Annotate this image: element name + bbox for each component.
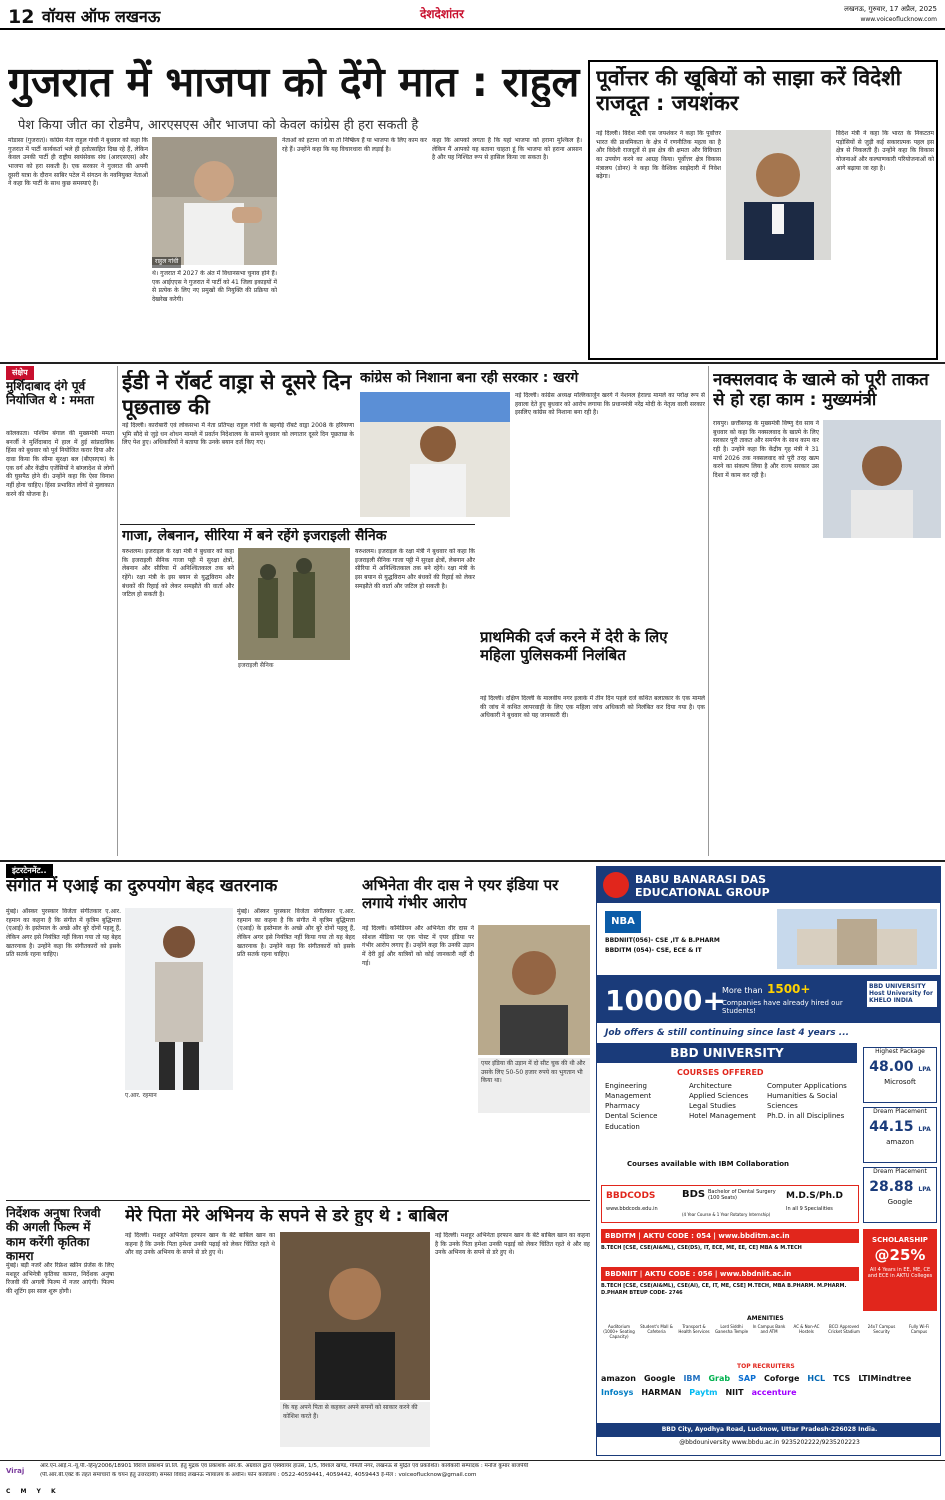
package-3-company: Google: [887, 1197, 913, 1206]
niit-bar: BBDNIIT | AKTU CODE : 056 | www.bbdniit.ac.in: [601, 1267, 859, 1281]
ent-s1-body: मुंबई। ऑस्कर पुरस्कार विजेता संगीतकार ए.आर. रहमान का कहना है कि संगीत में कृत्रिम बुद्धिमत्ता (एआई) के इस्तेमाल के अच्छे और बुरे दोनों पहलू हैं, लेकिन अगर इसे नियंत्रित नहीं किया गया तो यह बेहद खतरनाक है। उन्होंने कहा कि संगीतकारों को इसके प्रति सतर्क रहना चाहिए।: [6, 908, 121, 959]
recruiter-logo: Coforge: [763, 1374, 800, 1383]
gaza-body: यरुशलम। इजराइल के रक्षा मंत्री ने बुधवार को कहा कि इजराइली सैनिक गाजा पट्टी में सुरक्षा क्षेत्रों, लेबनान और सीरिया में अनिश्चितकाल तक बने रहेंगे। रक्षा मंत्री के इस बयान से युद्धविराम और बंधकों की रिहाई को लेकर समझौते की वार्ता और जटिल हो सकती है।: [122, 548, 234, 599]
hiring-number: 10000+: [605, 984, 726, 1017]
courses-col1: [605, 1081, 685, 1132]
amenity-item: Transport & Health Services: [678, 1324, 710, 1334]
lead-headline: गुजरात में भाजपा को देंगे मात : राहुल: [8, 58, 580, 106]
website: www.voiceoflucknow.com: [860, 16, 937, 23]
nba-line2: BBDITM (054)- CSE, ECE & IT: [605, 947, 702, 954]
mds-title: M.D.S/Ph.D: [786, 1191, 843, 1201]
package-1: [863, 1047, 937, 1103]
more-than: More than: [722, 986, 763, 995]
nba-line1: BBDNIIT(056)- CSE ,IT & B.PHARM: [605, 937, 720, 944]
course-item: Humanities & Social Sciences: [767, 1092, 838, 1111]
package-2-label: Dream Placement: [873, 1108, 927, 1115]
footer-line1: आर.एन.आई.नं.-यू.पी.-हिन्/2006/18901 विराज प्रकाशन प्रा.लि. हेतु मुद्रक एवं प्रकाशक आर.के. अग्रवाल द्वारा एस्क्वायर हाउस, 1/5, विशाल खण्ड, गोमती नगर, लखनऊ से मुद्रित एवं प्रकाशित। कार्यकारी सम्पादक : मनोज कुमार बाजपेयी: [40, 1463, 529, 1469]
divider-ent: [6, 1200, 590, 1201]
ent-s2-caption: एयर इंडिया की उड़ान में दो सीट चुक की थी और उसके लिए 50-50 हजार रुपये का भुगतान भी किया था।: [478, 1058, 590, 1113]
ent-s4-body: नई दिल्ली। मशहूर अभिनेता इरफान खान के बेटे बाबिल खान का कहना है कि उनके पिता हमेशा उनकी पढ़ाई को लेकर चिंतित रहते थे और वह उनके अभिनय के सपने से डरे हुए थे।: [125, 1232, 275, 1257]
gaza-photo-label: इजराइली सैनिक: [238, 662, 274, 669]
fir-body: नई दिल्ली। दक्षिण दिल्ली के मालवीय नगर इलाके में तीन दिन पहले दर्ज कथित बलात्कार के एक मामले की जांच में कथित लापरवाही के लिए एक महिला जांच अधिकारी को निलंबित कर दिया गया है। एक अधिकारी ने बुधवार को यह जानकारी दी।: [480, 695, 705, 720]
ad-group-name: BABU BANARASI DAS EDUCATIONAL GROUP: [635, 873, 770, 900]
scholarship-box: [863, 1229, 937, 1311]
ent-s4-caption: कि यह अपने पिता से कहकर अपने सपनों को साकार करने की कोशिश करते हैं।: [280, 1402, 430, 1447]
hiring-banner: [597, 975, 941, 1023]
naxal-headline: नक्सलवाद के खात्मे को पूरी ताकत से हो रहा काम : मुख्यमंत्री: [713, 370, 929, 411]
amenity-item: Lord Siddhi Ganesha Temple: [714, 1324, 749, 1334]
footer-logo: Viraj: [6, 1467, 25, 1475]
course-item: Pharmacy: [605, 1102, 640, 1111]
bbd-advertisement[interactable]: [596, 866, 941, 1456]
course-item: Engineering: [605, 1082, 647, 1090]
ent-s1-headline: संगीत में एआई का दुरुपयोग बेहद खतरनाक: [6, 876, 278, 896]
university-badge: BBD UNIVERSITY Host University for KHELO INDIA: [867, 981, 937, 1007]
sidebar-body: कोलकाता। पश्चिम बंगाल की मुख्यमंत्री ममता बनर्जी ने मुर्शिदाबाद में हाल में हुई सांप्रदायिक हिंसा को बुधवार को पूर्व नियोजित करार दिया और दावा किया कि सीमा सुरक्षा बल (बीएसएफ) के एक वर्ग और केंद्रीय एजेंसियों ने बांग्लादेश से लोगों की घुसपैठ होने दी। उन्होंने कहा कि ऐसा विनाश नहीं होना चाहिए। हिंसा प्रभावित लोगों से मुलाकात करने की योजना है।: [6, 430, 114, 498]
footer-line2: (पी.आर.बी.एक्ट के तहत समाचारों के चयन हेतु उत्तरदायी) समस्त विवाद लखनऊ न्यायालय के अधीन। फोन कार्यालय : 0522-4059441, 4059442, 4059443 ई-मेल : voiceoflucknow@gmail.com: [40, 1472, 477, 1478]
amenity-item: BCCI Approved Cricket Stadium: [828, 1324, 860, 1334]
course-item: Legal Studies: [689, 1102, 736, 1111]
recruiter-logo: accenture: [751, 1387, 797, 1397]
scholarship-note: All 4 Years in EE, ME, CE and ECE in AKTU Colleges: [867, 1266, 933, 1279]
ent-s2-headline: अभिनेता वीर दास ने एयर इंडिया पर लगाये गंभीर आरोप: [362, 876, 559, 912]
masthead: [0, 0, 945, 30]
ent-s1-body-2: मुंबई। ऑस्कर पुरस्कार विजेता संगीतकार ए.आर. रहमान का कहना है कि संगीत में कृत्रिम बुद्धिमत्ता (एआई) के इस्तेमाल के अच्छे और बुरे दोनों पहलू हैं, लेकिन अगर इसे नियंत्रित नहीं किया गया तो यह बेहद खतरनाक है। उन्होंने कहा कि संगीतकारों को इसके प्रति सतर्क रहना चाहिए।: [237, 908, 355, 959]
lead-col2: थे। गुजरात में 2027 के अंत में विधानसभा चुनाव होने हैं। एक आईएएस ने गुजरात में पार्टी को 41 जिला इकाइयों में से प्रत्येक के लिए नए प्रमुखों की नियुक्ति की प्रक्रिया को देखरेख करेगी।: [152, 270, 277, 304]
companies-number: 1500+: [767, 982, 811, 996]
entertainment-label: इंटरटेनमेंट..: [6, 864, 53, 878]
kharge-body: नई दिल्ली। कांग्रेस अध्यक्ष मल्लिकार्जुन खरगे ने नेशनल हेराल्ड मामले का परोक्ष रूप से हवाला देते हुए बुधवार को आरोप लगाया कि प्रधानमंत्री नरेंद्र मोदी के नेतृत्व वाली सरकार इसलिए कांग्रेस को निशाना बना रही है।: [515, 392, 705, 417]
courses-col3: [767, 1081, 855, 1122]
lead-col1: मोडासा (गुजरात)। कांग्रेस नेता राहुल गांधी ने बुधवार को कहा कि गुजरात में पार्टी कार्यकर्ता भले ही हतोत्साहित दिख रहे हैं, लेकिन केवल उनकी पार्टी ही राष्ट्रीय स्वयंसेवक संघ (आरएसएस) और भाजपा को हरा सकती है। एक सरकार ने गुजरात की अपनी दूसरी यात्रा के दौरान साबिर पटेल में संगठन के नवनियुक्त नेताओं ने कहा कि पार्टी के साथ कुछ समस्याएं हैं।: [8, 137, 148, 188]
divider-gaza: [120, 524, 475, 525]
amenity-item: 24x7 Campus Security: [867, 1324, 896, 1334]
col-divider-left: [117, 366, 118, 856]
jaishankar-box: [588, 60, 938, 360]
campus-photo: [777, 909, 937, 969]
package-1-label: Highest Package: [875, 1048, 925, 1055]
recruiter-logo: Grab: [708, 1374, 731, 1383]
sidebar-label: संक्षेप: [6, 366, 34, 380]
itm-courses: B.TECH [CSE, CSE(AI&ML), CSE(DS), IT, ECE, ME, EE, CE] MBA & M.TECH: [601, 1245, 802, 1251]
amenity-item: Student's Mall & Cafeteria: [640, 1324, 673, 1334]
gaza-body-2: यरुशलम। इजराइल के रक्षा मंत्री ने बुधवार को कहा कि इजराइली सैनिक गाजा पट्टी में सुरक्षा क्षेत्रों, लेबनान और सीरिया में अनिश्चितकाल तक बने रहेंगे। रक्षा मंत्री के इस बयान से युद्धविराम और बंधकों की रिहाई को लेकर समझौते की वार्ता और जटिल हो सकती है।: [355, 548, 475, 590]
divider-2: [0, 860, 945, 862]
recruiter-logo: HARMAN: [641, 1387, 682, 1397]
lead-photo-label: राहुल गांधी: [152, 257, 181, 268]
ent-s2-photo: [478, 925, 590, 1055]
gaza-photo: [238, 548, 350, 660]
fir-headline: प्राथमिकी दर्ज करने में देरी के लिए महिला पुलिसकर्मी निलंबित: [480, 628, 668, 664]
ad-tagline: Job offers & still continuing since last 4 years ...: [605, 1028, 850, 1038]
amenities-title: AMENITIES: [747, 1315, 784, 1322]
package-1-company: Microsoft: [884, 1077, 916, 1086]
ent-s3-body: मुंबई। बड़ी नजरें और रिफ्रेश स्क्रीन प्रेजेंस के लिए मशहूर अभिनेत्री कृतिका कामरा, निर्देशक अनुषा रिजवी की अगली फिल्म में नजर आएंगी। फिल्म की शूटिंग इस साल शुरू होगी।: [6, 1262, 114, 1296]
ent-s4-headline: मेरे पिता मेरे अभिनय के सपने से डरे हुए थे : बाबिल: [125, 1206, 449, 1226]
package-2-company: amazon: [886, 1137, 914, 1146]
bbdcods-web: www.bbdcods.edu.in: [606, 1206, 658, 1212]
ent-s3-headline: निर्देशक अनुषा रिजवी की अगली फिल्म में काम करेंगी कृतिका कामरा: [6, 1206, 101, 1264]
amenity-item: Fully Wi-Fi Campus: [908, 1324, 930, 1334]
bbdcods-row: [601, 1185, 859, 1223]
cmyk-registration: C M Y K: [6, 1488, 60, 1495]
recruiters-title: TOP RECRUITERS: [737, 1363, 795, 1370]
dateline: लखनऊ, गुरुवार, 17 अप्रैल, 2025: [844, 5, 937, 13]
jaishankar-body2: विदेश मंत्री ने कहा कि भारत के निकटतम पड़ोसियों से जुड़ी कई सकारात्मक पहल इस क्षेत्र से निकलती हैं। उन्होंने कहा कि विकास योजनाओं और कल्याणकारी परियोजनाओं को आगे बढ़ाया जा रहा है।: [836, 130, 934, 172]
divider-1: [0, 362, 945, 364]
ad-address: BBD City, Ayodhya Road, Lucknow, Uttar Pradesh-226028 India.: [597, 1423, 941, 1437]
jaishankar-body: नई दिल्ली। विदेश मंत्री एस जयशंकर ने कहा कि पूर्वोत्तर भारत की प्राथमिकता के क्षेत्र में रणनीतिक महत्व का है और विदेशी राजदूतों से इस क्षेत्र की क्षमता और विविधता का उपयोग करने का आग्रह किया। पूर्वोत्तर क्षेत्र विकास मंत्रालय (डोनर) ने कहा कि वैश्विक साझेदारी में निवेश बढ़ेगा।: [596, 130, 721, 181]
recruiter-logo: TCS: [833, 1374, 851, 1383]
recruiter-logo: HCL: [807, 1374, 826, 1383]
divider-footer: [0, 1460, 945, 1461]
recruiter-logo: NIIT: [725, 1387, 744, 1397]
recruiter-logo: Infosys: [601, 1387, 634, 1397]
ad-header: [597, 867, 941, 903]
package-2-value: 44.15 LPA: [869, 1118, 931, 1135]
ent-s1-photo-label: ए.आर. रहमान: [125, 1092, 157, 1099]
package-1-value: 48.00 LPA: [869, 1058, 931, 1075]
package-3-label: Dream Placement: [873, 1168, 927, 1175]
col-divider-right: [708, 366, 709, 856]
jaishankar-headline: पूर्वोत्तर की खूबियों को साझा करें विदेशी राजदूत : जयशंकर: [596, 66, 902, 116]
sidebar-headline: मुर्शिदाबाद दंगे पूर्व नियोजित थे : ममता: [6, 379, 94, 408]
amenity-item: Auditorium (1000+ Seating Capacity): [603, 1324, 635, 1339]
recruiter-logo: amazon: [601, 1374, 636, 1383]
ent-s4-photo: [280, 1232, 430, 1400]
recruiter-logo: Paytm: [689, 1387, 718, 1397]
ed-body: नई दिल्ली। कारोबारी एवं लोकसभा में नेता प्रतिपक्ष राहुल गांधी के बहनोई रॉबर्ट वाड्रा 2008 के हरियाणा भूमि सौदे से जुड़े धन शोधन मामले में प्रवर्तन निदेशालय के सामने बुधवार को लगातार दूसरे दिन पूछताछ के लिए पेश हुए। अधिकारियों ने बताया कि उनके बयान दर्ज किए गए।: [122, 422, 354, 447]
mds-desc: In all 9 Specialities: [786, 1206, 833, 1212]
recruiter-logo: SAP: [738, 1374, 756, 1383]
amenity-item: In Campus Bank and ATM: [752, 1324, 786, 1334]
course-item: Education: [605, 1122, 640, 1131]
lead-col4: कहा कि आपको लगता है कि यहां भाजपा को हराना मुश्किल है। लेकिन मैं आपको यह बताना चाहता हूं कि भाजपा को हराना आसान है और यह निश्चित रूप से हासिल किया जा सकता है।: [432, 137, 582, 162]
page-number: 12: [8, 6, 35, 28]
lead-photo: [152, 137, 277, 265]
ibm-collab: Courses available with IBM Collaboration: [627, 1160, 790, 1168]
course-item: Dental Science: [605, 1112, 658, 1121]
niit-row: [601, 1267, 859, 1311]
courses-col2: [689, 1081, 764, 1122]
naxal-photo: [823, 420, 941, 538]
ent-s4-body-2: नई दिल्ली। मशहूर अभिनेता इरफान खान के बेटे बाबिल खान का कहना है कि उनके पिता हमेशा उनकी पढ़ाई को लेकर चिंतित रहते थे और वह उनके अभिनय के सपने से डरे हुए थे।: [435, 1232, 590, 1257]
bds-desc: Bachelor of Dental Surgery (100 Seats): [708, 1189, 776, 1201]
recruiter-logo: IBM: [683, 1374, 701, 1383]
course-item: Hotel Management: [689, 1112, 756, 1121]
nba-badge: NBA: [605, 911, 641, 933]
edition-name: वॉयस ऑफ लखनऊ: [42, 7, 161, 26]
ent-s1-photo: [125, 908, 233, 1090]
university-title: BBD UNIVERSITY: [597, 1043, 857, 1063]
itm-row: [601, 1229, 859, 1265]
course-item: Computer Applications: [767, 1082, 847, 1090]
scholarship-percent: @25%: [874, 1246, 926, 1265]
bds-years: (4 Year Course & 1 Year Rotatory Internship): [682, 1212, 771, 1217]
section-name: देशदेशांतर: [420, 7, 464, 21]
ent-s2-body: नई दिल्ली। कॉमेडियन और अभिनेता वीर दास ने सोशल मीडिया पर एक पोस्ट में एयर इंडिया पर गंभीर आरोप लगाए हैं। उन्होंने कहा कि उनकी उड़ान में देरी हुई और यात्रियों को कोई जानकारी नहीं दी गई।: [362, 925, 474, 967]
kharge-headline: कांग्रेस को निशाना बना रही सरकार : खरगे: [360, 370, 579, 386]
naxal-body: रायपुर। छत्तीसगढ़ के मुख्यमंत्री विष्णु देव साय ने बुधवार को कहा कि नक्सलवाद के खात्मे के लिए सरकार पूरी ताकत और समर्पण के साथ काम कर रही है। उन्होंने कहा कि केंद्रीय गृह मंत्री ने 31 मार्च 2026 तक नक्सलवाद को पूरी तरह खत्म करने का संकल्प लिया है और राज्य सरकार उस दिशा में काम कर रही है।: [713, 420, 819, 480]
recruiters-grid: [601, 1373, 937, 1417]
course-item: Architecture: [689, 1082, 732, 1090]
lead-col3: नेताओं को हटाना जो या तो निष्क्रिय हैं या भाजपा के लिए काम कर रहे हैं। उन्होंने कहा कि यह विचारधारा की लड़ाई है।: [282, 137, 427, 153]
niit-courses: B.TECH [CSE, CSE(AI&ML), CSE(AI), CE, IT, ME, CSE] M.TECH, MBA B.PHARM. M.PHARM. D.PHARM BTEUP CODE- 2746: [601, 1283, 847, 1296]
package-2: [863, 1107, 937, 1163]
package-3: [863, 1167, 937, 1223]
jaishankar-photo: [726, 130, 831, 260]
recruiter-logo: LTIMindtree: [858, 1374, 912, 1383]
amenities-row: [601, 1325, 937, 1359]
course-item: Ph.D. in all Disciplines: [767, 1112, 845, 1121]
course-item: Applied Sciences: [689, 1092, 749, 1101]
package-3-value: 28.88 LPA: [869, 1178, 931, 1195]
itm-bar: BBDITM | AKTU CODE : 054 | www.bbditm.ac.in: [601, 1229, 859, 1243]
amenity-item: AC & Non-AC Hostels: [793, 1324, 820, 1334]
scholarship-title: SCHOLARSHIP: [872, 1236, 928, 1244]
ad-social[interactable]: @bbdouniversity www.bbdu.ac.in 9235202222/9235202223: [679, 1439, 860, 1446]
bbd-logo-icon: [603, 872, 629, 898]
kharge-photo: [360, 392, 510, 517]
companies-text: Companies have already hired our Students!: [722, 999, 843, 1016]
gaza-headline: गाजा, लेबनान, सीरिया में बने रहेंगे इजराइली सैनिक: [122, 528, 387, 544]
lead-subhead: पेश किया जीत का रोडमैप, आरएसएस और भाजपा को केवल कांग्रेस ही हरा सकती है: [18, 118, 419, 133]
course-item: Management: [605, 1092, 652, 1101]
bbdcods-name: BBDCODS: [606, 1191, 656, 1201]
ed-headline: ईडी ने रॉबर्ट वाड्रा से दूसरे दिन पूछताछ की: [122, 370, 352, 420]
bds-title: BDS: [682, 1189, 706, 1200]
recruiter-logo: Google: [643, 1374, 676, 1383]
courses-title: COURSES OFFERED: [677, 1068, 764, 1077]
